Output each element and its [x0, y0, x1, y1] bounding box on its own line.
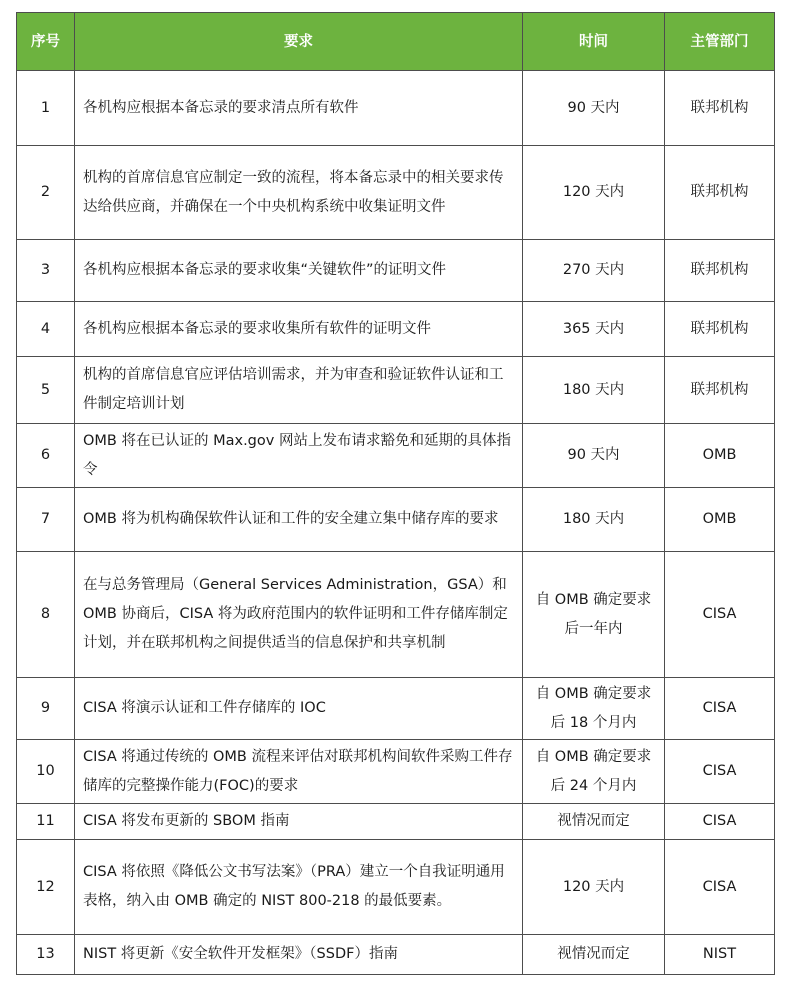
table-row	[17, 552, 775, 678]
row-requirement: CISA 将通过传统的 OMB 流程来评估对联邦机构间软件采购工件存储库的完整操作能力(FOC)的要求	[75, 740, 523, 804]
row-time: 自 OMB 确定要求后 24 个月内	[523, 740, 665, 804]
row-num: 7	[17, 488, 75, 552]
row-time: 视情况而定	[523, 935, 665, 975]
row-department: OMB	[665, 424, 775, 488]
table-row	[17, 71, 775, 146]
row-time: 90 天内	[523, 424, 665, 488]
row-time: 自 OMB 确定要求后一年内	[523, 552, 665, 678]
table-row	[17, 240, 775, 302]
header-department: 主管部门	[665, 13, 775, 71]
row-requirement: OMB 将为机构确保软件认证和工件的安全建立集中储存库的要求	[75, 488, 523, 552]
row-time: 自 OMB 确定要求后 18 个月内	[523, 678, 665, 740]
requirements-table	[16, 12, 775, 975]
row-time: 120 天内	[523, 840, 665, 935]
row-num: 6	[17, 424, 75, 488]
row-department: 联邦机构	[665, 240, 775, 302]
row-time: 180 天内	[523, 488, 665, 552]
table-body	[17, 71, 775, 975]
row-department: 联邦机构	[665, 357, 775, 424]
row-requirement: OMB 将在已认证的 Max.gov 网站上发布请求豁免和延期的具体指令	[75, 424, 523, 488]
table-row	[17, 840, 775, 935]
table-row	[17, 740, 775, 804]
row-time: 365 天内	[523, 302, 665, 357]
row-department: CISA	[665, 552, 775, 678]
table-row	[17, 357, 775, 424]
row-time: 90 天内	[523, 71, 665, 146]
row-department: 联邦机构	[665, 146, 775, 240]
table-row	[17, 146, 775, 240]
row-num: 11	[17, 804, 75, 840]
table-header	[17, 13, 775, 71]
row-requirement: CISA 将演示认证和工件存储库的 IOC	[75, 678, 523, 740]
header-requirement: 要求	[75, 13, 523, 71]
row-num: 5	[17, 357, 75, 424]
row-requirement: 各机构应根据本备忘录的要求收集所有软件的证明文件	[75, 302, 523, 357]
table-row	[17, 804, 775, 840]
row-requirement: CISA 将依照《降低公文书写法案》（PRA）建立一个自我证明通用表格，纳入由 OMB 确定的 NIST 800-218 的最低要素。	[75, 840, 523, 935]
row-department: 联邦机构	[665, 302, 775, 357]
header-num: 序号	[17, 13, 75, 71]
row-num: 10	[17, 740, 75, 804]
row-requirement: NIST 将更新《安全软件开发框架》（SSDF）指南	[75, 935, 523, 975]
row-time: 120 天内	[523, 146, 665, 240]
row-department: NIST	[665, 935, 775, 975]
table-row	[17, 678, 775, 740]
table-row	[17, 302, 775, 357]
row-time: 270 天内	[523, 240, 665, 302]
row-requirement: 各机构应根据本备忘录的要求清点所有软件	[75, 71, 523, 146]
table-row	[17, 488, 775, 552]
row-num: 8	[17, 552, 75, 678]
header-time: 时间	[523, 13, 665, 71]
row-num: 4	[17, 302, 75, 357]
row-num: 3	[17, 240, 75, 302]
table-row	[17, 935, 775, 975]
row-department: CISA	[665, 740, 775, 804]
row-department: CISA	[665, 804, 775, 840]
row-time: 视情况而定	[523, 804, 665, 840]
table-row	[17, 424, 775, 488]
row-department: OMB	[665, 488, 775, 552]
row-requirement: 机构的首席信息官应制定一致的流程，将本备忘录中的相关要求传达给供应商，并确保在一个中央机构系统中收集证明文件	[75, 146, 523, 240]
row-requirement: CISA 将发布更新的 SBOM 指南	[75, 804, 523, 840]
row-department: CISA	[665, 840, 775, 935]
row-department: 联邦机构	[665, 71, 775, 146]
row-num: 13	[17, 935, 75, 975]
row-requirement: 各机构应根据本备忘录的要求收集“关键软件”的证明文件	[75, 240, 523, 302]
row-requirement: 在与总务管理局（General Services Administration，GSA）和 OMB 协商后，CISA 将为政府范围内的软件证明和工件存储库制定计划，并在联邦机构之间提供适当的信息保护和共享机制	[75, 552, 523, 678]
row-num: 2	[17, 146, 75, 240]
row-num: 12	[17, 840, 75, 935]
row-num: 1	[17, 71, 75, 146]
row-time: 180 天内	[523, 357, 665, 424]
header-row	[17, 13, 775, 71]
row-department: CISA	[665, 678, 775, 740]
row-requirement: 机构的首席信息官应评估培训需求，并为审查和验证软件认证和工件制定培训计划	[75, 357, 523, 424]
row-num: 9	[17, 678, 75, 740]
